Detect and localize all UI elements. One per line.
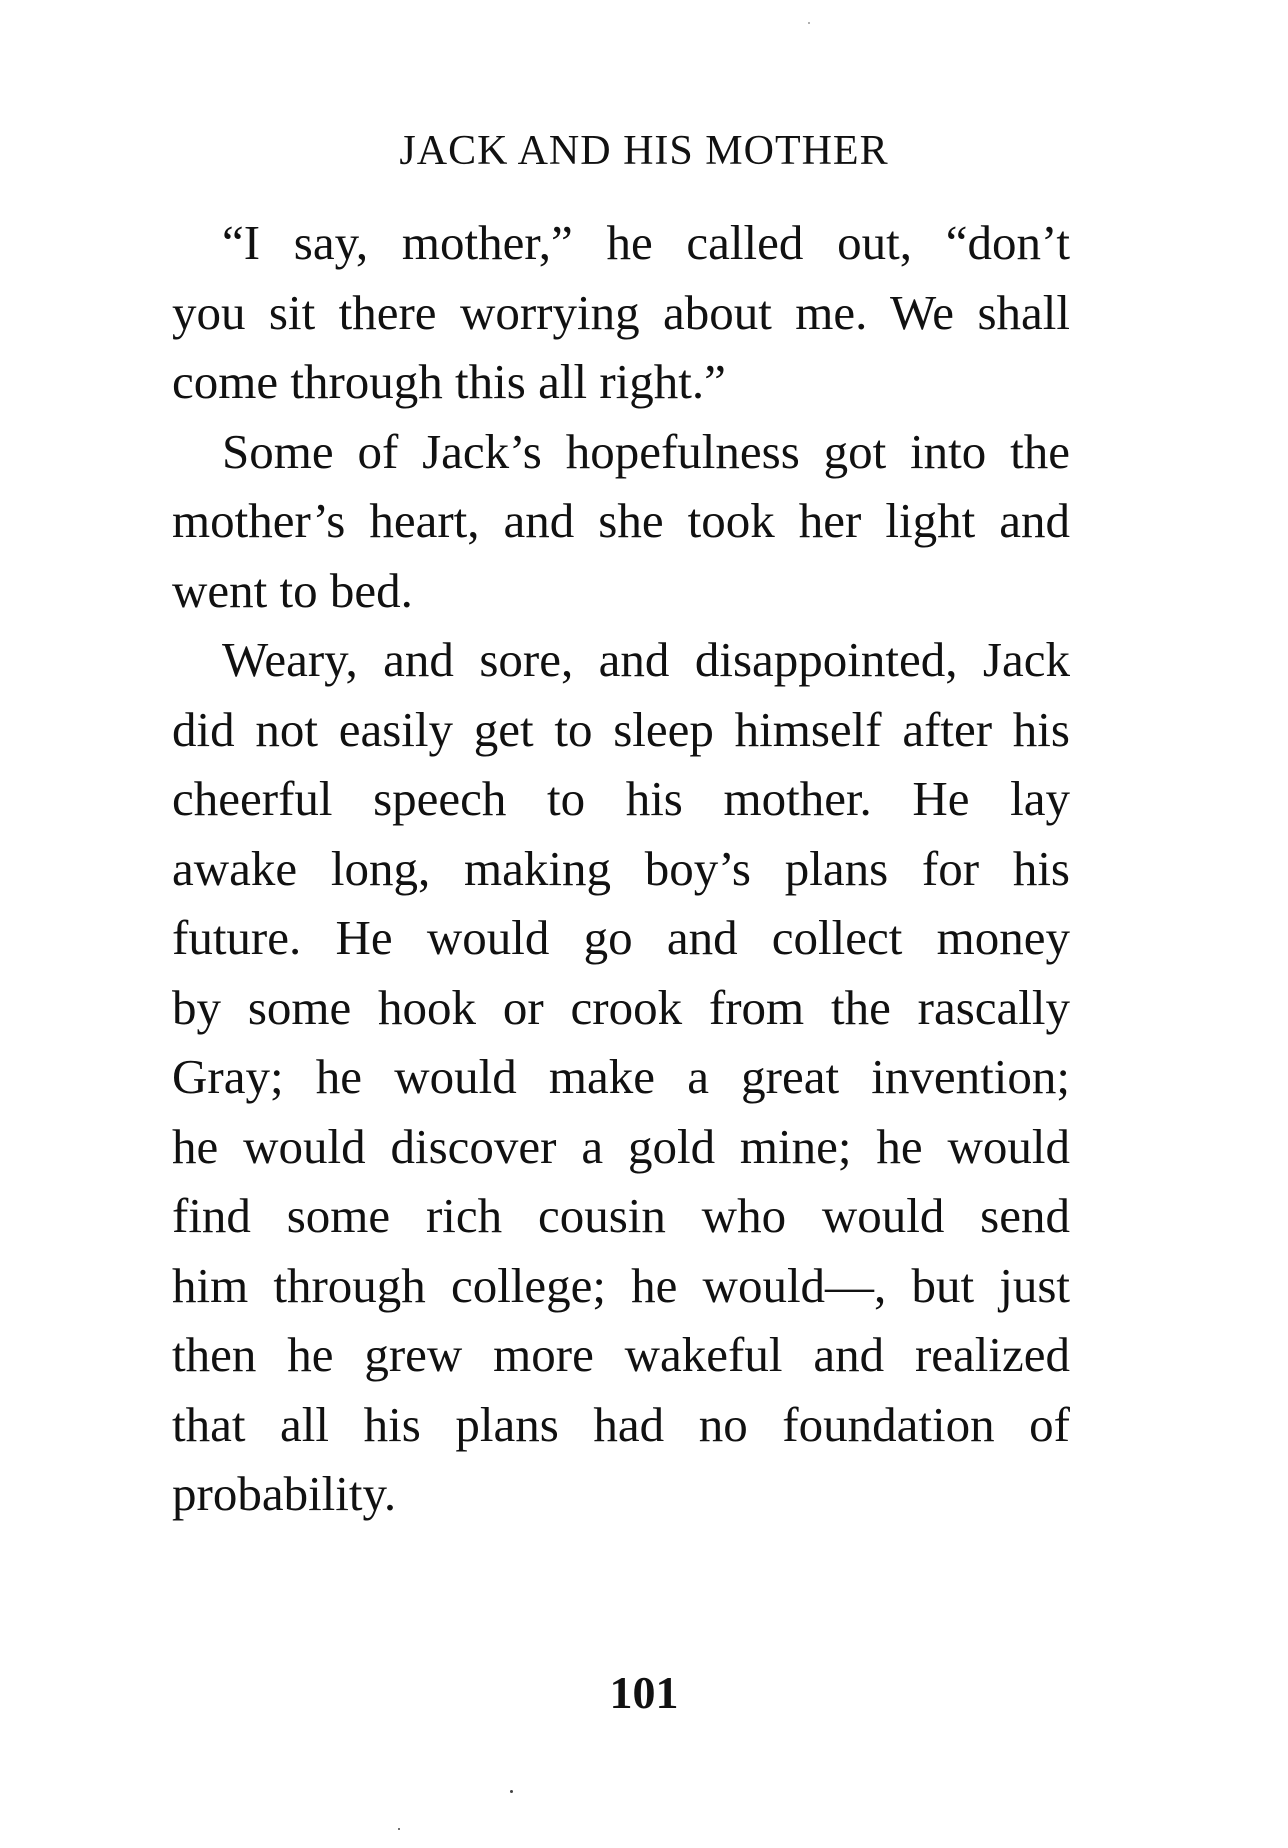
text-line: Gray; he would make a great invention; — [172, 1049, 1070, 1104]
text-line: you sit there worrying about me. We shall — [172, 284, 1070, 340]
text-line: him through college; he would—, but just — [172, 1257, 1070, 1313]
text-line: awake long, making boy’s plans for his — [172, 840, 1070, 896]
scan-speck — [398, 1828, 400, 1830]
text-line: “I say, mother,” he called out, “don’t — [222, 215, 1070, 270]
text-line: Weary, and sore, and disappointed, Jack — [222, 632, 1070, 687]
text-line: probability. — [172, 1466, 397, 1521]
text-line: by some hook or crook from the rascally — [172, 979, 1070, 1035]
text-line: mother’s heart, and she took her light and — [172, 493, 1070, 548]
page-number: 101 — [609, 1667, 679, 1718]
paragraph-2 — [122, 417, 1070, 626]
text-line: Some of Jack’s hopefulness got into the — [222, 423, 1070, 479]
scan-speck — [510, 1790, 513, 1793]
text-line: he would discover a gold mine; he would — [172, 1118, 1070, 1174]
text-line: then he grew more wakeful and realized — [172, 1327, 1070, 1382]
text-line: find some rich cousin who would send — [172, 1188, 1070, 1243]
text-line: future. He would go and collect money — [172, 910, 1070, 965]
paragraph-3 — [122, 625, 1070, 1529]
text-line: went to bed. — [172, 562, 413, 618]
body-text — [122, 208, 1070, 1529]
scan-speck — [808, 22, 810, 24]
paragraph-1 — [122, 208, 1070, 417]
running-head: JACK AND HIS MOTHER — [399, 128, 889, 174]
text-line: did not easily get to sleep himself after his — [172, 701, 1070, 757]
text-line: cheerful speech to his mother. He lay — [172, 771, 1070, 826]
text-line: that all his plans had no foundation of — [172, 1396, 1070, 1452]
text-line: come through this all right.” — [172, 354, 726, 409]
